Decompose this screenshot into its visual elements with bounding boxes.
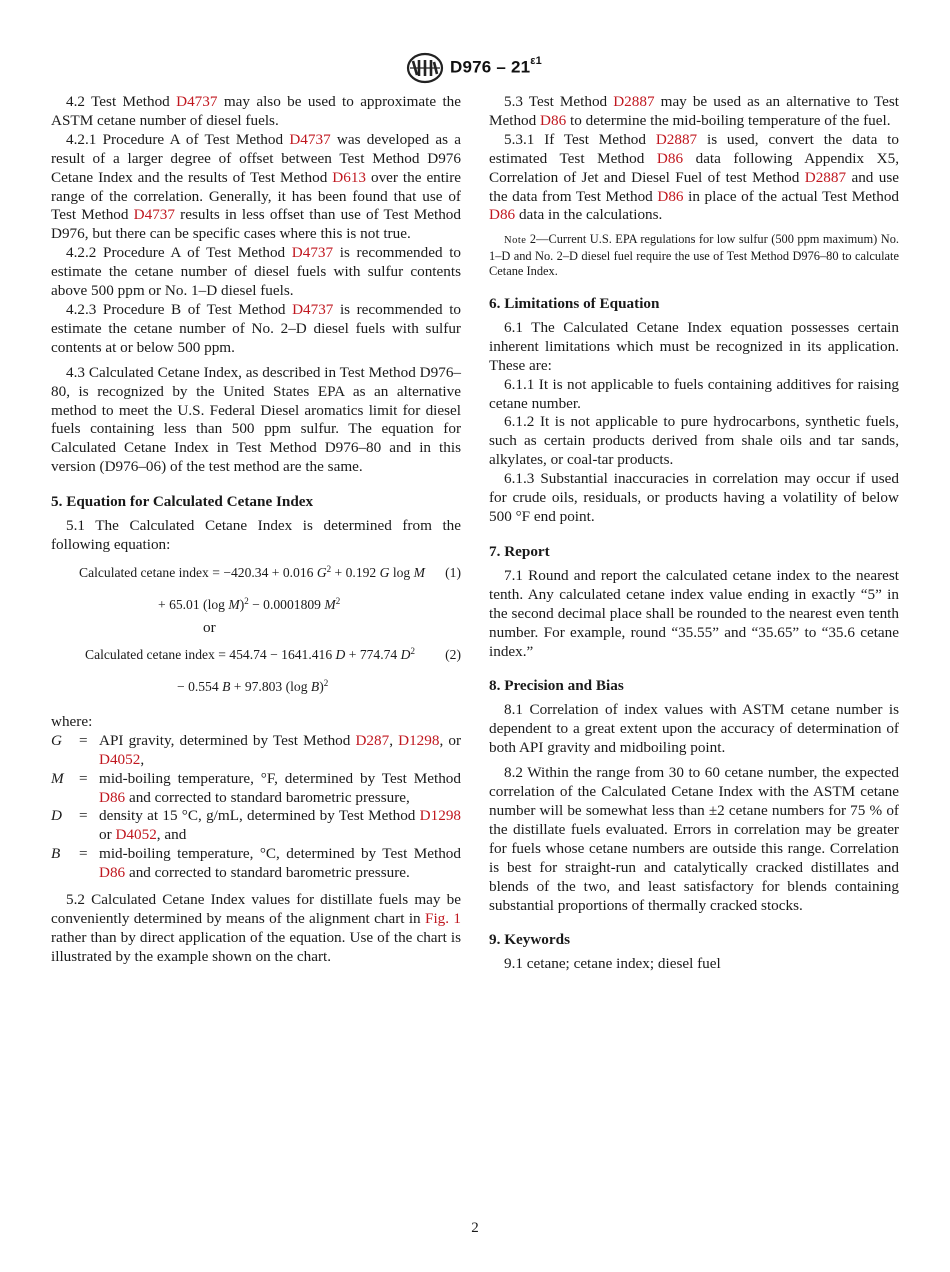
equation-2-line-1: Calculated cetane index = 454.74 − 1641.416 D + 774.74 $D^2$ (2) xyxy=(85,645,461,662)
para-8-1: 8.1 Correlation of index values with ASTM cetane number is dependent to a great extent upon the accuracy of determination of both API gravity and midboiling point. xyxy=(489,701,899,757)
link-d4737[interactable]: D4737 xyxy=(176,93,218,110)
link-d86[interactable]: D86 xyxy=(657,187,684,205)
section-6-title: 6. Limitations of Equation xyxy=(489,294,660,312)
astm-logo-icon xyxy=(405,52,445,84)
link-d1298[interactable]: D1298 xyxy=(419,807,462,825)
para-6-1: 6.1 The Calculated Cetane Index equation possesses certain inherent limitations which must be recognized in its application. These are: xyxy=(489,318,899,374)
link-d287[interactable]: D287 xyxy=(355,731,390,749)
link-d4052[interactable]: D4052 xyxy=(115,826,157,844)
section-9-title: 9. Keywords xyxy=(489,931,570,949)
para-5-3-1: 5.3.1 If Test Method D2887 is used, convert the data to estimated Test Method D86 data following Appendix X5, Correlation of Jet and Diesel Fuel of test Method D2887 and use the data from Test Method D86 in place of the actual Test Method D86 data in the calculations. xyxy=(489,130,900,224)
link-d2887[interactable]: D2887 xyxy=(655,130,698,148)
definition-b: B = mid-boiling temperature, °C, determined by Test Method D86 and corrected to standard barometric pressure. xyxy=(51,845,461,882)
equation-or: or xyxy=(203,618,216,636)
link-d4737[interactable]: D4737 xyxy=(291,244,334,262)
para-4-2-3: 4.2.3 Procedure B of Test Method D4737 is recommended to estimate the cetane number of No. 2–D diesel fuels with sulfur contents at or below 500 ppm. xyxy=(51,300,462,356)
link-d86[interactable]: D86 xyxy=(99,864,126,882)
para-4-2-1: 4.2.1 Procedure A of Test Method D4737 was developed as a result of a larger degree of offset between Test Method D976 Cetane Index and the results of Test Method D613 over the entire range of the correlation. Generally, it has been found that use of Test Method D4737 results in less offset than use of Test Method D976, but there can be specific cases where this is not true. xyxy=(51,130,462,243)
equation-1-line-2: + 65.01 (log M)$^2$ − 0.0001809 $M^2$ xyxy=(158,595,341,612)
link-d1298[interactable]: D1298 xyxy=(398,731,440,749)
para-7-1: 7.1 Round and report the calculated cetane index to the nearest tenth. Any calculated cetane index value ending in exactly “5” in the second decimal place shall be rounded to the nearest even tenth number. For example, round “35.55” and “35.65” to “35.6 cetane index.” xyxy=(489,566,899,660)
link-d613[interactable]: D613 xyxy=(332,168,367,186)
left-column xyxy=(51,93,461,967)
note-2: Note 2—Current U.S. EPA regulations for low sulfur (500 ppm maximum) No. 1–D and No. 2–D diesel fuel require the use of Test Method D976–80 to calculate Cetane Index. xyxy=(489,232,899,278)
para-5-2: 5.2 Calculated Cetane Index values for distillate fuels may be conveniently determined by means of the alignment chart in Fig. 1 rather than by direct application of the equation. Use of the chart is illustrated by the example shown on the chart. xyxy=(51,891,461,965)
definition-d: D = density at 15 °C, g/mL, determined by Test Method D1298 or D4052, and xyxy=(51,807,462,844)
link-d86[interactable]: D86 xyxy=(99,788,126,806)
link-d2887[interactable]: D2887 xyxy=(804,168,847,186)
where-label: where: xyxy=(51,712,93,730)
para-6-1-2: 6.1.2 It is not applicable to pure hydrocarbons, synthetic fuels, such as certain products derived from shale oils and tar sands, alkylates, or coal-tar products. xyxy=(489,413,899,469)
para-4-2-2: 4.2.2 Procedure A of Test Method D4737 is recommended to estimate the cetane number of diesel fuels with sulfur contents above 500 ppm or No. 1–D diesel fuels. xyxy=(51,244,462,300)
para-9-1: 9.1 cetane; cetane index; diesel fuel xyxy=(504,955,721,973)
link-d86[interactable]: D86 xyxy=(540,111,567,129)
para-5-1: 5.1 The Calculated Cetane Index is determined from the following equation: xyxy=(51,517,461,554)
link-d4052[interactable]: D4052 xyxy=(99,750,141,768)
link-d86[interactable]: D86 xyxy=(656,149,684,167)
definition-m: M = mid-boiling temperature, °F, determined by Test Method D86 and corrected to standard barometric pressure, xyxy=(51,769,461,806)
para-4-2: 4.2 Test Method D4737 may also be used to approximate the ASTM cetane number of diesel fuels. xyxy=(51,93,462,129)
equation-2-line-2: − 0.554 B + 97.803 (log B)$^2$ xyxy=(177,677,329,694)
para-5-3: 5.3 Test Method D2887 may be used as an alternative to Test Method D86 to determine the mid-boiling temperature of the fuel. xyxy=(489,93,900,129)
section-8-title: 8. Precision and Bias xyxy=(489,677,624,695)
equation-1-line-1: Calculated cetane index = −420.34 + 0.016 $G^2 + 0.192$ G log M (1) xyxy=(79,563,461,580)
page-number: 2 xyxy=(471,1220,479,1236)
right-column xyxy=(489,93,899,974)
link-d4737[interactable]: D4737 xyxy=(133,206,175,224)
link-fig-1[interactable]: Fig. 1 xyxy=(425,910,461,927)
definition-g: G = API gravity, determined by Test Method D287, D1298, or D4052, xyxy=(51,731,462,768)
para-6-1-1: 6.1.1 It is not applicable to fuels containing additives for raising cetane number. xyxy=(489,375,900,412)
section-5-title: 5. Equation for Calculated Cetane Index xyxy=(51,493,314,511)
document-designation: $D976 - 21^{\varepsilon 1}$ xyxy=(450,55,543,77)
link-d2887[interactable]: D2887 xyxy=(613,93,655,110)
para-8-2: 8.2 Within the range from 30 to 60 cetane number, the expected correlation of the Calculated Cetane Index with the ASTM cetane number will be somewhat less than ±2 cetane numbers for 75 % of the distillate fuels evaluated. Errors in correlation may be greater for fuels whose cetane numbers are outside this range. Correlation is best for straight-run and catalytically cracked distillates and blends of the two, and least satisfactory for blends containing substantial proportions of thermally cracked stocks. xyxy=(489,764,899,914)
page-header xyxy=(0,52,950,84)
para-4-3: 4.3 Calculated Cetane Index, as described in Test Method D976–80, is recognized by the United States EPA as an alternative method to meet the U.S. Federal Diesel aromatics limit for diesel fuels containing less than 500 ppm sulfur. The equation for Calculated Cetane Index in Test Method D976–80 and in this version (D976–06) of the test method are the same. xyxy=(51,363,462,476)
link-d4737[interactable]: D4737 xyxy=(289,130,331,148)
link-d4737[interactable]: D4737 xyxy=(292,300,334,318)
section-7-title: 7. Report xyxy=(489,542,550,560)
link-d86[interactable]: D86 xyxy=(489,206,516,224)
equations xyxy=(51,561,461,701)
para-6-1-3: 6.1.3 Substantial inaccuracies in correlation may occur if used for crude oils, residuals, or products having a volatility of below 500 °F end point. xyxy=(489,470,899,526)
